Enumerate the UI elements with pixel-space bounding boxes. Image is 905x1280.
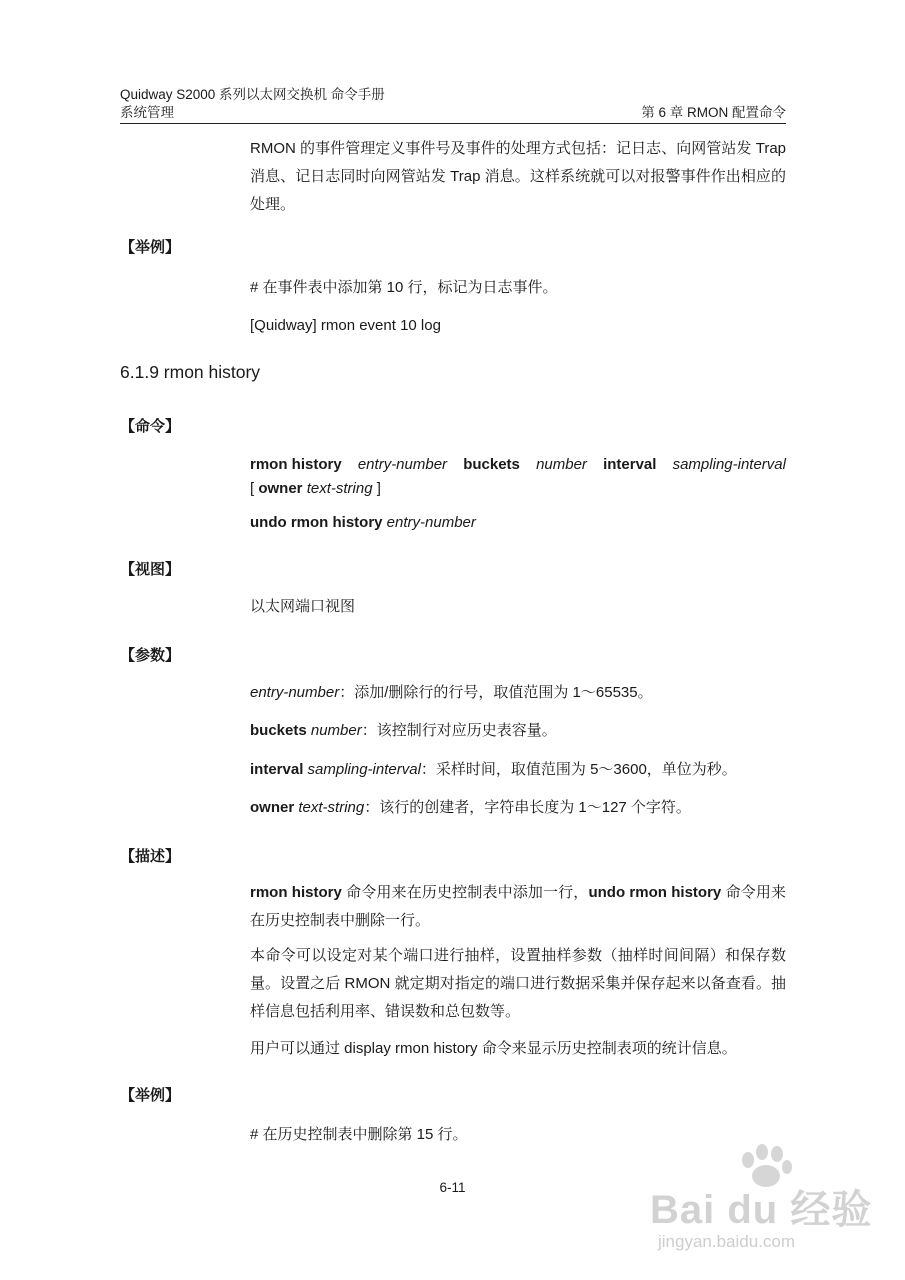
example-heading: 【举例】	[120, 239, 181, 256]
header-rule	[120, 123, 786, 124]
undo-command-syntax	[250, 509, 786, 537]
bracket-close: ]	[376, 480, 381, 497]
param-entry-number	[250, 679, 786, 707]
intro-paragraph: RMON 的事件管理定义事件号及事件的处理方式包括：记日志、向网管站发 Trap 消息、记日志同时向网管站发 Trap 消息。这样系统就可以对报警事件作出相应的处理。	[250, 140, 786, 213]
params-heading: 【参数】	[120, 647, 181, 664]
chapter-title: 第 6 章 RMON 配置命令	[641, 105, 786, 120]
arg-entry-number: entry-number	[357, 456, 448, 473]
param-owner	[250, 794, 786, 822]
param-desc: ：该行的创建者，字符串长度为 1～127 个字符。	[364, 799, 691, 816]
example-code: [Quidway] rmon event 10 log	[250, 317, 441, 334]
arg-entry-number: entry-number	[386, 514, 476, 531]
example-heading-2: 【举例】	[120, 1087, 181, 1104]
example-comment-2: # 在历史控制表中删除第 15 行。	[250, 1126, 468, 1143]
kw-owner: owner	[258, 480, 303, 497]
description-para-3: 用户可以通过 display rmon history 命令来显示历史控制表项的统计信息。	[250, 1040, 737, 1057]
param-interval	[250, 756, 786, 784]
view-text: 以太网端口视图	[250, 598, 356, 615]
view-heading: 【视图】	[120, 561, 181, 578]
example-comment: # 在事件表中添加第 10 行，标记为日志事件。	[250, 279, 558, 296]
param-arg: number	[310, 722, 362, 739]
param-desc: ：添加/删除行的行号，取值范围为 1～65535。	[339, 684, 653, 701]
arg-text-string: text-string	[306, 480, 373, 497]
watermark	[640, 1140, 873, 1270]
param-arg: entry-number	[250, 684, 340, 701]
desc-text: 命令用来在历史控制表中添加一行，	[341, 884, 589, 901]
description-para-2: 本命令可以设定对某个端口进行抽样，设置抽样参数（抽样时间间隔）和保存数量。设置之后 RMON 就定期对指定的端口进行数据采集并保存起来以备查看。抽样信息包括利用率、错误数和总包数等。	[250, 947, 786, 1020]
description-heading: 【描述】	[120, 848, 181, 865]
param-kw: buckets	[250, 722, 307, 739]
kw-rmon-history: rmon history	[250, 456, 342, 473]
watermark-url: jingyan.baidu.com	[658, 1232, 796, 1251]
kw-interval: interval	[603, 456, 657, 473]
section-name: 系统管理	[120, 105, 174, 120]
doc-title: Quidway S2000 系列以太网交换机 命令手册	[120, 87, 385, 102]
desc-text: 命令用来在历史控制表中删除一行。	[250, 884, 787, 929]
arg-sampling-interval: sampling-interval	[672, 456, 786, 473]
section-title: 6.1.9 rmon history	[120, 362, 261, 382]
page-number: 6-11	[439, 1180, 466, 1195]
param-arg: sampling-interval	[307, 761, 421, 778]
kw-buckets: buckets	[463, 456, 520, 473]
command-heading: 【命令】	[120, 418, 181, 435]
command-syntax	[250, 451, 786, 503]
desc-kw: rmon history	[250, 884, 342, 901]
description-para-1	[250, 879, 786, 935]
kw-undo-rmon-history: undo rmon history	[250, 514, 383, 531]
arg-number: number	[536, 456, 587, 473]
param-desc: ：采样时间，取值范围为 5～3600，单位为秒。	[420, 761, 737, 778]
param-buckets	[250, 717, 786, 745]
param-kw: owner	[250, 799, 295, 816]
param-arg: text-string	[298, 799, 365, 816]
param-kw: interval	[250, 761, 304, 778]
desc-kw: undo rmon history	[588, 884, 722, 901]
watermark-brand: Bai du 经验	[650, 1188, 873, 1232]
param-desc: ：该控制行对应历史表容量。	[361, 722, 557, 739]
bracket-open: [	[250, 480, 255, 497]
